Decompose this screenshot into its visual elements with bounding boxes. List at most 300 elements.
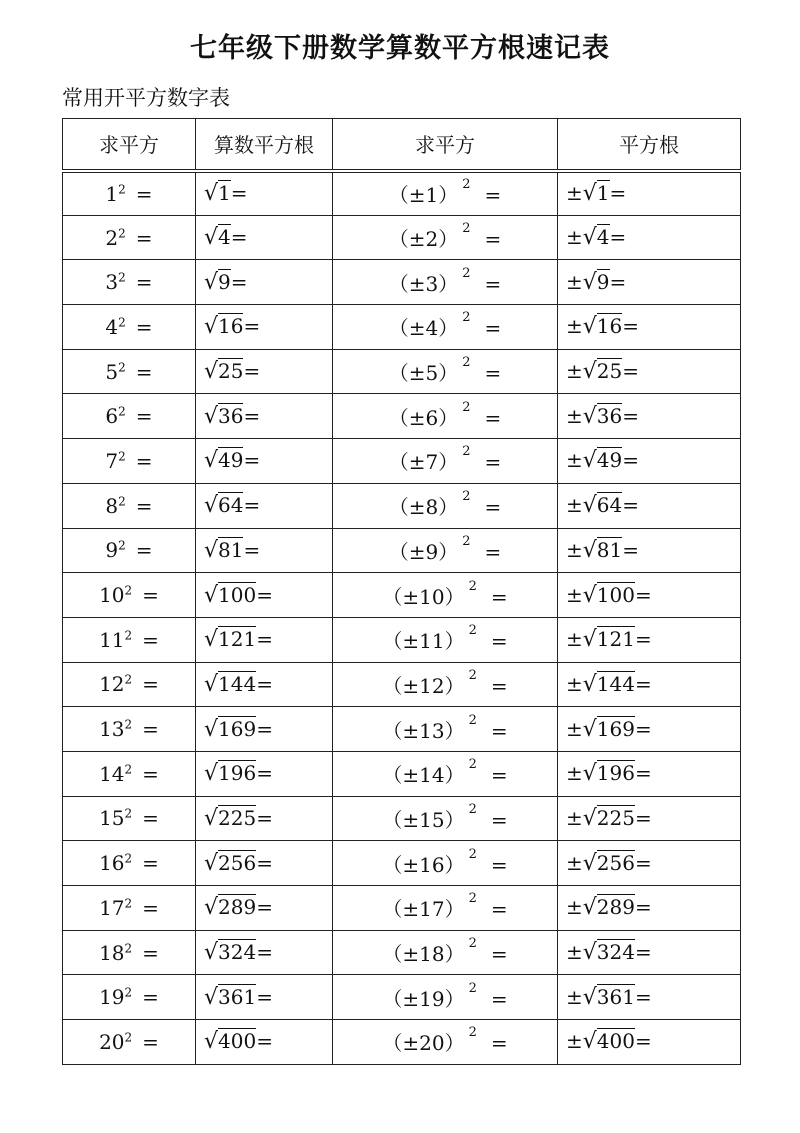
table-row — [63, 930, 741, 975]
square-cell — [63, 439, 196, 484]
paren-close: ） — [438, 271, 459, 296]
table-row — [63, 886, 741, 931]
exponent: 2 — [118, 181, 126, 196]
square-root-table — [62, 118, 741, 1065]
exponent: 2 — [118, 359, 126, 374]
equals-sign: = — [256, 582, 273, 607]
plus-minus-sign: ± — [408, 316, 426, 341]
radicand: 121 — [218, 627, 257, 652]
radicand: 144 — [218, 671, 257, 696]
table-row — [63, 1020, 741, 1065]
table-row — [63, 171, 741, 216]
plus-minus-sign: ± — [566, 269, 583, 294]
equals-sign: = — [609, 225, 627, 250]
radical-sign: √ — [204, 582, 219, 608]
radical-sign: √ — [582, 671, 597, 697]
radicand: 81 — [218, 537, 244, 562]
plus-minus-sign: ± — [408, 495, 426, 520]
equals-sign: = — [135, 225, 153, 250]
exponent: 2 — [118, 404, 126, 419]
base-number: 16 — [99, 851, 125, 876]
table-row — [63, 394, 741, 439]
square-root-cell — [558, 886, 741, 931]
radical-sign: √ — [204, 671, 219, 697]
plusminus-square-cell — [333, 617, 558, 662]
radical-sign: √ — [204, 627, 219, 653]
paren-open: （ — [382, 1031, 403, 1056]
radicand: 169 — [596, 716, 635, 741]
radicand: 49 — [596, 448, 623, 473]
equals-sign: = — [135, 359, 153, 384]
arithmetic-root-cell — [196, 528, 333, 573]
base-number: 8 — [425, 495, 439, 520]
radical-sign: √ — [204, 850, 219, 876]
table-row — [63, 841, 741, 886]
radical-sign: √ — [582, 493, 597, 519]
paren-close: ） — [444, 763, 465, 788]
equals-sign: = — [484, 539, 502, 564]
equals-sign: = — [142, 940, 159, 965]
radicand: 1 — [596, 181, 610, 206]
square-root-cell — [558, 483, 741, 528]
plus-minus-sign: ± — [566, 448, 583, 473]
radicand: 324 — [596, 940, 635, 965]
base-number: 18 — [99, 940, 125, 965]
equals-sign: = — [243, 537, 261, 562]
arithmetic-root-cell — [196, 349, 333, 394]
base-number: 4 — [105, 314, 119, 339]
base-number: 12 — [419, 673, 445, 698]
exponent: 2 — [118, 538, 126, 553]
equals-sign: = — [142, 761, 159, 786]
arithmetic-root-cell — [196, 439, 333, 484]
base-number: 2 — [425, 227, 439, 252]
square-root-cell — [558, 305, 741, 350]
exponent: 2 — [124, 851, 133, 866]
plusminus-square-cell — [333, 751, 558, 796]
plus-minus-sign: ± — [408, 361, 426, 386]
square-root-cell — [558, 796, 741, 841]
radical-sign: √ — [582, 761, 597, 787]
paren-open: （ — [388, 405, 409, 430]
square-cell — [63, 707, 196, 752]
paren-open: （ — [382, 718, 403, 743]
base-number: 13 — [419, 718, 445, 743]
square-cell — [63, 886, 196, 931]
paren-open: （ — [388, 450, 409, 475]
table-row — [63, 349, 741, 394]
equals-sign: = — [634, 805, 652, 830]
exponent: 2 — [124, 762, 133, 777]
paren-open: （ — [382, 673, 403, 698]
paren-open: （ — [382, 942, 403, 967]
square-root-cell — [558, 751, 741, 796]
plus-minus-sign: ± — [566, 984, 583, 1009]
base-number: 18 — [419, 942, 445, 967]
plus-minus-sign: ± — [408, 539, 426, 564]
radicand: 169 — [218, 716, 257, 741]
radicand: 81 — [596, 537, 623, 562]
square-root-cell — [558, 1020, 741, 1065]
base-number: 7 — [425, 450, 439, 475]
equals-sign: = — [634, 716, 652, 741]
plusminus-square-cell — [333, 305, 558, 350]
arithmetic-root-cell — [196, 617, 333, 662]
square-root-cell — [558, 617, 741, 662]
radical-sign: √ — [204, 448, 219, 474]
radicand: 144 — [596, 671, 635, 696]
equals-sign: = — [490, 763, 508, 788]
square-cell — [63, 305, 196, 350]
radical-sign: √ — [582, 181, 597, 207]
plusminus-square-cell — [333, 1020, 558, 1065]
table-row — [63, 573, 741, 618]
base-number: 5 — [105, 359, 119, 384]
square-root-cell — [558, 349, 741, 394]
equals-sign: = — [243, 448, 261, 473]
header-row — [63, 119, 741, 171]
radicand: 49 — [218, 448, 244, 473]
radicand: 25 — [596, 359, 623, 384]
base-number: 6 — [425, 405, 439, 430]
radicand: 1 — [218, 181, 231, 206]
exponent: 2 — [118, 449, 126, 464]
equals-sign: = — [634, 671, 652, 696]
radical-sign: √ — [204, 359, 219, 385]
plusminus-square-cell — [333, 975, 558, 1020]
table-row — [63, 707, 741, 752]
radicand: 4 — [218, 225, 231, 250]
square-cell — [63, 483, 196, 528]
radicand: 361 — [596, 984, 635, 1009]
paren-close: ） — [438, 361, 459, 386]
radicand: 361 — [218, 984, 257, 1009]
radicand: 225 — [218, 805, 257, 830]
radicand: 64 — [596, 493, 623, 518]
radicand: 400 — [596, 1029, 635, 1054]
equals-sign: = — [243, 314, 261, 339]
equals-sign: = — [484, 495, 502, 520]
plus-minus-sign: ± — [566, 850, 583, 875]
exponent: 2 — [468, 980, 477, 996]
exponent: 2 — [462, 489, 471, 505]
square-root-cell — [558, 260, 741, 305]
equals-sign: = — [142, 1029, 159, 1054]
equals-sign: = — [622, 359, 640, 384]
square-cell — [63, 796, 196, 841]
arithmetic-root-cell — [196, 841, 333, 886]
square-cell — [63, 975, 196, 1020]
square-cell — [63, 662, 196, 707]
plus-minus-sign: ± — [566, 359, 583, 384]
equals-sign: = — [142, 717, 159, 742]
equals-sign: = — [142, 851, 159, 876]
base-number: 1 — [425, 183, 439, 208]
plusminus-square-cell — [333, 886, 558, 931]
radicand: 324 — [218, 940, 257, 965]
header-arithmetic-root: 算数平方根 — [196, 119, 333, 171]
plus-minus-sign: ± — [402, 942, 420, 967]
paren-open: （ — [382, 629, 403, 654]
radical-sign: √ — [582, 850, 597, 876]
square-root-cell — [558, 394, 741, 439]
paren-close: ） — [438, 450, 459, 475]
radicand: 289 — [596, 895, 635, 920]
square-cell — [63, 573, 196, 618]
base-number: 13 — [99, 717, 125, 742]
exponent: 2 — [468, 623, 477, 639]
table-row — [63, 528, 741, 573]
radical-sign: √ — [204, 314, 219, 340]
paren-open: （ — [382, 807, 403, 832]
plus-minus-sign: ± — [408, 405, 426, 430]
exponent: 2 — [124, 896, 133, 911]
radical-sign: √ — [582, 895, 597, 921]
base-number: 11 — [99, 627, 125, 652]
equals-sign: = — [634, 1029, 652, 1054]
equals-sign: = — [490, 718, 508, 743]
base-number: 3 — [425, 271, 439, 296]
paren-open: （ — [382, 986, 403, 1011]
square-cell — [63, 528, 196, 573]
paren-close: ） — [438, 405, 459, 430]
plusminus-square-cell — [333, 528, 558, 573]
radicand: 289 — [218, 895, 257, 920]
arithmetic-root-cell — [196, 573, 333, 618]
radical-sign: √ — [204, 225, 219, 251]
plus-minus-sign: ± — [402, 986, 420, 1011]
paren-open: （ — [382, 897, 403, 922]
equals-sign: = — [634, 761, 652, 786]
base-number: 20 — [419, 1031, 445, 1056]
equals-sign: = — [484, 361, 502, 386]
radical-sign: √ — [582, 716, 597, 742]
exponent: 2 — [124, 672, 133, 687]
paren-close: ） — [444, 897, 465, 922]
square-root-cell — [558, 215, 741, 260]
equals-sign: = — [142, 583, 159, 608]
exponent: 2 — [468, 667, 477, 683]
exponent: 2 — [462, 177, 471, 193]
equals-sign: = — [230, 269, 248, 294]
equals-sign: = — [484, 271, 502, 296]
exponent: 2 — [124, 985, 133, 1000]
plus-minus-sign: ± — [402, 807, 420, 832]
section-subtitle: 常用开平方数字表 — [62, 86, 230, 110]
equals-sign: = — [230, 181, 248, 206]
arithmetic-root-cell — [196, 394, 333, 439]
plus-minus-sign: ± — [566, 225, 583, 250]
exponent: 2 — [468, 846, 477, 862]
exponent: 2 — [124, 806, 133, 821]
equals-sign: = — [484, 450, 502, 475]
radicand: 100 — [596, 582, 635, 607]
base-number: 4 — [425, 316, 439, 341]
plus-minus-sign: ± — [408, 183, 426, 208]
radicand: 9 — [596, 269, 610, 294]
arithmetic-root-cell — [196, 483, 333, 528]
arithmetic-root-cell — [196, 1020, 333, 1065]
equals-sign: = — [135, 493, 153, 518]
plus-minus-sign: ± — [402, 673, 420, 698]
radicand: 25 — [218, 359, 244, 384]
equals-sign: = — [622, 493, 640, 518]
plusminus-square-cell — [333, 573, 558, 618]
exponent: 2 — [124, 583, 133, 598]
radicand: 64 — [218, 493, 244, 518]
table-row — [63, 439, 741, 484]
exponent: 2 — [462, 265, 471, 281]
plus-minus-sign: ± — [566, 582, 583, 607]
radical-sign: √ — [582, 269, 597, 295]
radical-sign: √ — [582, 448, 597, 474]
square-root-cell — [558, 439, 741, 484]
exponent: 2 — [462, 444, 471, 460]
base-number: 7 — [105, 448, 119, 473]
equals-sign: = — [634, 627, 652, 652]
plusminus-square-cell — [333, 930, 558, 975]
base-number: 9 — [105, 538, 119, 563]
radical-sign: √ — [582, 403, 597, 429]
square-cell — [63, 349, 196, 394]
exponent: 2 — [468, 936, 477, 952]
equals-sign: = — [256, 671, 273, 696]
plus-minus-sign: ± — [566, 895, 583, 920]
radicand: 4 — [596, 225, 610, 250]
table-row — [63, 662, 741, 707]
equals-sign: = — [484, 183, 502, 208]
radical-sign: √ — [204, 537, 219, 563]
radicand: 256 — [596, 850, 635, 875]
radical-sign: √ — [204, 761, 219, 787]
base-number: 19 — [419, 986, 445, 1011]
paren-close: ） — [444, 852, 465, 877]
plus-minus-sign: ± — [566, 314, 583, 339]
equals-sign: = — [256, 895, 273, 920]
base-number: 5 — [425, 361, 439, 386]
arithmetic-root-cell — [196, 796, 333, 841]
radical-sign: √ — [582, 225, 597, 251]
plusminus-square-cell — [333, 439, 558, 484]
exponent: 2 — [118, 315, 126, 330]
paren-close: ） — [444, 942, 465, 967]
plus-minus-sign: ± — [402, 718, 420, 743]
equals-sign: = — [622, 537, 640, 562]
arithmetic-root-cell — [196, 260, 333, 305]
equals-sign: = — [256, 761, 273, 786]
square-cell — [63, 841, 196, 886]
exponent: 2 — [118, 225, 126, 240]
base-number: 1 — [105, 181, 119, 206]
table-row — [63, 305, 741, 350]
equals-sign: = — [634, 582, 652, 607]
paren-open: （ — [382, 763, 403, 788]
paren-close: ） — [438, 227, 459, 252]
paren-close: ） — [438, 183, 459, 208]
paren-close: ） — [444, 807, 465, 832]
exponent: 2 — [468, 757, 477, 773]
exponent: 2 — [124, 628, 133, 643]
radical-sign: √ — [204, 716, 219, 742]
equals-sign: = — [256, 984, 273, 1009]
plus-minus-sign: ± — [408, 227, 426, 252]
equals-sign: = — [142, 985, 159, 1010]
plusminus-square-cell — [333, 707, 558, 752]
equals-sign: = — [142, 627, 159, 652]
exponent: 2 — [124, 717, 133, 732]
arithmetic-root-cell — [196, 305, 333, 350]
radicand: 256 — [218, 850, 257, 875]
equals-sign: = — [256, 940, 273, 965]
exponent: 2 — [462, 355, 471, 371]
plus-minus-sign: ± — [566, 716, 583, 741]
table-row — [63, 975, 741, 1020]
radicand: 100 — [218, 582, 257, 607]
plus-minus-sign: ± — [402, 584, 420, 609]
exponent: 2 — [462, 399, 471, 415]
paren-open: （ — [388, 227, 409, 252]
plus-minus-sign: ± — [566, 1029, 583, 1054]
equals-sign: = — [490, 807, 508, 832]
paren-close: ） — [444, 584, 465, 609]
paren-open: （ — [382, 584, 403, 609]
plus-minus-sign: ± — [566, 537, 583, 562]
equals-sign: = — [135, 538, 153, 563]
exponent: 2 — [124, 1030, 133, 1045]
paren-close: ） — [444, 718, 465, 743]
exponent: 2 — [468, 712, 477, 728]
paren-close: ） — [438, 539, 459, 564]
table-row — [63, 751, 741, 796]
plus-minus-sign: ± — [402, 897, 420, 922]
equals-sign: = — [256, 805, 273, 830]
radicand: 400 — [218, 1029, 257, 1054]
exponent: 2 — [118, 270, 126, 285]
plus-minus-sign: ± — [566, 805, 583, 830]
exponent: 2 — [468, 1025, 477, 1041]
square-cell — [63, 1020, 196, 1065]
base-number: 14 — [419, 763, 445, 788]
plusminus-square-cell — [333, 215, 558, 260]
square-cell — [63, 215, 196, 260]
arithmetic-root-cell — [196, 886, 333, 931]
paren-close: ） — [444, 986, 465, 1011]
exponent: 2 — [462, 533, 471, 549]
table-row — [63, 617, 741, 662]
plusminus-square-cell — [333, 171, 558, 216]
radicand: 36 — [218, 403, 244, 428]
radical-sign: √ — [582, 582, 597, 608]
paren-open: （ — [388, 271, 409, 296]
equals-sign: = — [490, 673, 508, 698]
radicand: 225 — [596, 805, 635, 830]
plus-minus-sign: ± — [566, 627, 583, 652]
square-root-cell — [558, 975, 741, 1020]
header-square: 求平方 — [63, 119, 196, 171]
square-root-cell — [558, 841, 741, 886]
square-cell — [63, 171, 196, 216]
square-cell — [63, 751, 196, 796]
plus-minus-sign: ± — [402, 629, 420, 654]
radical-sign: √ — [204, 403, 219, 429]
radical-sign: √ — [204, 805, 219, 831]
square-root-cell — [558, 662, 741, 707]
equals-sign: = — [243, 403, 261, 428]
base-number: 8 — [105, 493, 119, 518]
equals-sign: = — [142, 806, 159, 831]
base-number: 15 — [419, 807, 445, 832]
equals-sign: = — [135, 181, 153, 206]
